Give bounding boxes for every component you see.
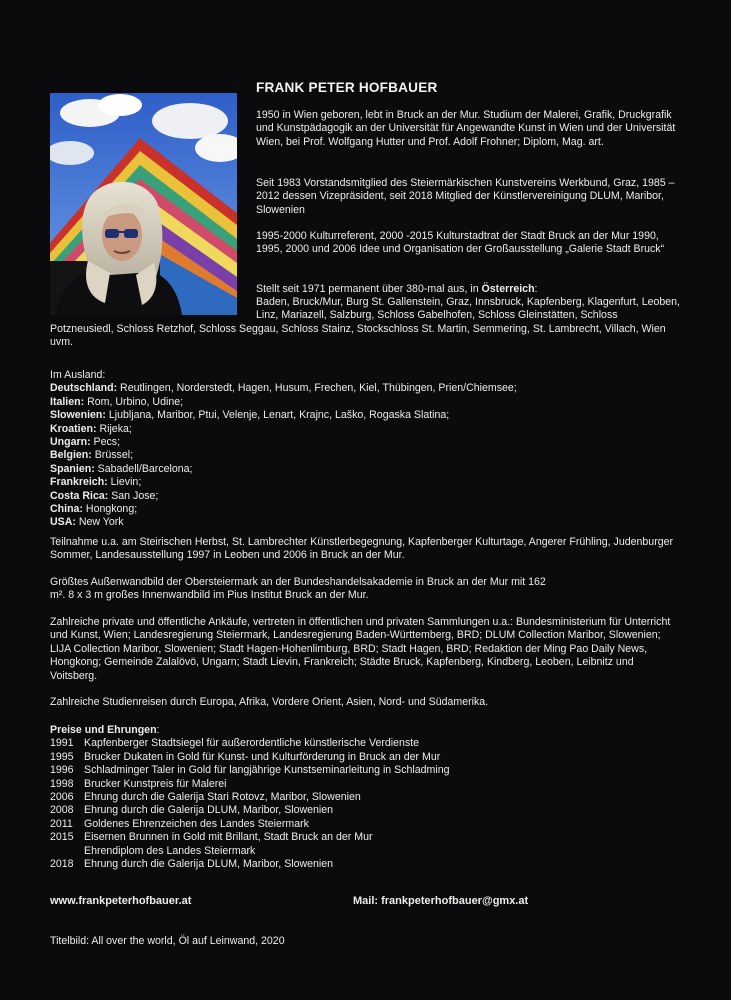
abroad-places: Rijeka; bbox=[96, 422, 132, 435]
awards-heading bbox=[50, 724, 680, 737]
award-text: Ehrung durch die Galerija DLUM, Maribor, Slowenien bbox=[84, 804, 334, 817]
exhibitions-intro-text: Stellt seit 1971 permanent über 380-mal aus, in bbox=[256, 283, 482, 295]
portrait-illustration bbox=[50, 93, 237, 315]
award-text: Brucker Dukaten in Gold für Kunst- und Kulturförderung in Bruck an der Mur bbox=[84, 750, 441, 763]
award-text: Brucker Kunstpreis für Malerei bbox=[84, 777, 227, 790]
exhibitions-abroad-list bbox=[50, 369, 680, 530]
award-row bbox=[50, 778, 680, 791]
abroad-places: San Jose; bbox=[108, 489, 159, 502]
participation-paragraph: Teilnahme u.a. am Steirischen Herbst, St. Lambrechter Künstlerbegegnung, Kapfenberger Kulturtage, Angerer Frühling, Judenburger Sommer, Landesausstellung 1997 in Leoben und 2006 in Bruck an der Mur. bbox=[50, 536, 674, 562]
abroad-places: Hongkong; bbox=[82, 503, 138, 516]
award-row bbox=[50, 804, 680, 817]
abroad-item bbox=[50, 463, 680, 476]
award-text: Goldenes Ehrenzeichen des Landes Steiermark bbox=[84, 817, 309, 830]
abroad-item bbox=[50, 436, 680, 449]
award-year: 2018 bbox=[50, 858, 74, 871]
award-year: 2006 bbox=[50, 791, 74, 804]
award-year: 2011 bbox=[50, 817, 73, 830]
exhibitions-colon: : bbox=[534, 283, 538, 295]
abroad-places: New York bbox=[75, 516, 124, 529]
abroad-places: Reutlingen, Norderstedt, Hagen, Husum, Frechen, Kiel, Thübingen, Prien/Chiemsee; bbox=[117, 382, 517, 395]
awards-section bbox=[50, 724, 680, 871]
award-row bbox=[50, 845, 680, 858]
abroad-title: Im Ausland: bbox=[50, 369, 106, 381]
award-row bbox=[50, 818, 680, 831]
award-row bbox=[50, 831, 680, 844]
bio-paragraph-werkbund: Seit 1983 Vorstandsmitglied des Steiermärkischen Kunstvereins Werkbund, Graz, 1985 – 2012 dessen Vizepräsident, seit 2018 Mitglied der Künstlervereinigung DLUM, Maribor, Slowenien bbox=[256, 177, 675, 216]
exhibitions-austria-places-a: Baden, Bruck/Mur, Burg St. Gallenstein, Graz, Innsbruck, Kapfenberg, Klagenfurt, Leoben, Linz, Mariazell, Salzburg, Schloss Gabelhofen, Schloss Gleinstätten, Schloss bbox=[256, 296, 680, 322]
abroad-places: Rom, Urbino, Udine; bbox=[84, 395, 184, 408]
mail-link[interactable]: Mail: frankpeterhofbauer@gmx.at bbox=[353, 895, 529, 907]
abroad-country: Italien: bbox=[50, 395, 85, 408]
award-row bbox=[50, 791, 680, 804]
cover-image-credit bbox=[50, 935, 285, 948]
abroad-places: Sabadell/Barcelona; bbox=[94, 462, 193, 475]
award-text: Ehrendiplom des Landes Steiermark bbox=[84, 844, 256, 857]
exhibitions-country-austria: Österreich bbox=[481, 283, 535, 295]
award-year: 1995 bbox=[50, 750, 74, 763]
award-row bbox=[50, 751, 680, 764]
abroad-country: Kroatien: bbox=[50, 422, 97, 435]
abroad-item bbox=[50, 396, 680, 409]
award-year bbox=[50, 845, 84, 858]
award-text: Schladminger Taler in Gold für langjährige Kunstseminarleitung in Schladming bbox=[84, 764, 450, 777]
website-link[interactable]: www.frankpeterhofbauer.at bbox=[50, 895, 192, 907]
mural-paragraph: Größtes Außenwandbild der Obersteiermark an der Bundeshandelsakademie in Bruck an der Mur mit 162 m². 8 x 3 m großes Innenwandbild im Pius Institut Bruck an der Mur. bbox=[50, 576, 546, 602]
abroad-country: Deutschland: bbox=[50, 382, 118, 395]
exhibitions-austria-intro bbox=[256, 283, 686, 296]
abroad-item bbox=[50, 516, 680, 529]
abroad-country: Ungarn: bbox=[50, 436, 91, 449]
abroad-item bbox=[50, 382, 680, 395]
abroad-country: China: bbox=[50, 503, 83, 516]
award-year: 2015 bbox=[50, 831, 74, 844]
abroad-country: USA: bbox=[50, 516, 76, 529]
abroad-item bbox=[50, 476, 680, 489]
abroad-item bbox=[50, 503, 680, 516]
abroad-item bbox=[50, 449, 680, 462]
abroad-places: Pecs; bbox=[90, 436, 121, 449]
award-year: 1991 bbox=[50, 737, 74, 750]
abroad-country: Belgien: bbox=[50, 449, 92, 462]
award-year: 2008 bbox=[50, 804, 74, 817]
artist-portrait-photo bbox=[50, 93, 237, 315]
award-text: Ehrung durch die Galerija Stari Rotovz, Maribor, Slowenien bbox=[84, 791, 361, 804]
award-row bbox=[50, 764, 680, 777]
abroad-item bbox=[50, 409, 680, 422]
bio-paragraph-education: 1950 in Wien geboren, lebt in Bruck an der Mur. Studium der Malerei, Grafik, Druckgrafik und Kunstpädagogik an der Universität für Angewandte Kunst in Wien und der Universität Wien, bei Prof. Wolfgang Hutter und Prof. Adolf Frohner; Diplom, Mag. art. bbox=[256, 109, 676, 148]
abroad-places: Brüssel; bbox=[91, 449, 134, 462]
award-text: Eisernen Brunnen in Gold mit Brillant, Stadt Bruck an der Mur bbox=[84, 831, 373, 844]
collections-paragraph: Zahlreiche private und öffentliche Ankäufe, vertreten in öffentlichen und privaten Sammlungen u.a.: Bundesministerium für Unterricht und Kunst, Wien; Landesregierung Steiermark, Landesregierung Baden-Württemberg, BRD; DLUM Collection Maribor, Slowenien; LIJA Collection Maribor, Slowenien; Stadt Hagen-Hohenlimburg, BRD; Stadt Hagen, BRD; Redaktion der Ming Pao Daily News, Hongkong; Gemeinde Zalalövö, Ungarn; Stadt Lievin, Frankreich; Städte Bruck, Kapfenberg, Kindberg, Leoben, Leibnitz und Voitsberg. bbox=[50, 616, 671, 682]
abroad-country: Spanien: bbox=[50, 462, 95, 475]
award-text: Kapfenberger Stadtsiegel für außerordentliche künstlerische Verdienste bbox=[84, 737, 420, 750]
abroad-places: Lievin; bbox=[107, 476, 142, 489]
credit-text: : All over the world, Öl auf Leinwand, 2020 bbox=[86, 935, 285, 947]
award-year: 1996 bbox=[50, 764, 74, 777]
award-row bbox=[50, 737, 680, 750]
award-year: 1998 bbox=[50, 777, 74, 790]
awards-colon: : bbox=[156, 724, 160, 736]
abroad-places: Ljubljana, Maribor, Ptui, Velenje, Lenart, Krajnc, Laško, Rogaska Slatina; bbox=[105, 409, 450, 422]
award-row bbox=[50, 858, 680, 871]
abroad-item bbox=[50, 423, 680, 436]
artist-name-heading: FRANK PETER HOFBAUER bbox=[256, 80, 438, 95]
exhibitions-austria-places-b: Potzneusiedl, Schloss Retzhof, Schloss Seggau, Schloss Stainz, Stockschloss St. Martin, Semmering, St. Lambrecht, Villach, Wien uvm. bbox=[50, 323, 666, 349]
abroad-item bbox=[50, 490, 680, 503]
abroad-country: Slowenien: bbox=[50, 409, 106, 422]
abroad-country: Frankreich: bbox=[50, 476, 108, 489]
credit-label: Titelbild bbox=[50, 935, 87, 947]
abroad-country: Costa Rica: bbox=[50, 489, 109, 502]
travels-paragraph: Zahlreiche Studienreisen durch Europa, Afrika, Vordere Orient, Asien, Nord- und Südamerika. bbox=[50, 696, 489, 708]
award-text: Ehrung durch die Galerija DLUM, Maribor, Slowenien bbox=[84, 858, 334, 871]
awards-title: Preise und Ehrungen bbox=[50, 724, 157, 736]
bio-paragraph-kulturreferent: 1995-2000 Kulturreferent, 2000 -2015 Kulturstadtrat der Stadt Bruck an der Mur 1990, 1995, 2000 und 2006 Idee und Organisation der Großausstellung „Galerie Stadt Bruck“ bbox=[256, 230, 665, 256]
